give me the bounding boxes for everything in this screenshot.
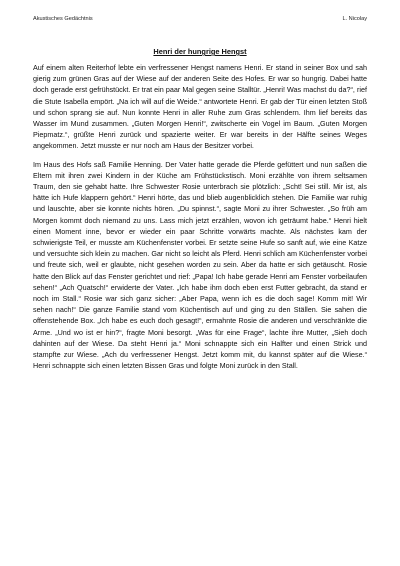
paragraph: Im Haus des Hofs saß Familie Henning. Der Vater hatte gerade die Pferde gefüttert und nun saßen die Eltern mit ihren zwei Kindern in der Küche am Frühstückstisch. Moni erzählte von ihrem seltsamen Traum, den sie gehabt hatte. Ihre Schwester Rosie unterbrach sie plötzlich: „Scht! Sei still. Mir ist, als hätte ich Hufe klappern gehört.“ Henri hörte, das und blieb augenblicklich stehen. Die Familie war ruhig und lauschte, aber sie konnte nichts hören. „Du spinnst.“, sagte Moni zu ihrer Schwester. „So früh am Morgen kommt doch niemand zu uns. Lass mich jetzt erzählen, wovon ich geträumt habe.“ Henri hielt einen Moment inne, bevor er wieder ein paar Schritte vorwärts machte. Als nächstes kam der schwierigste Teil, er musste am Küchenfenster vorbei. Er setzte seine Hufe so sanft auf, wie eine Katze und versuchte sich klein zu machen. Gar nicht so leicht als Pferd. Henri schlich am Küchenfenster vorbei und freute sich, weil er glaubte, nicht gesehen worden zu sein. Aber da hatte er sich getäuscht. Rosie hatte den Blick auf das Fenster gerichtet und rief: „Papa! Ich habe gerade Henri am Fenster vorbeilaufen sehen!“ „Ach Quatsch!“ erwiderte der Vater. „Ich habe ihm doch eben erst Futter gebracht, da stand er noch im Stall.“ Rosie war sich ganz sicher: „Aber Papa, wenn ich es die doch sage! Komm mit! Wir sehen nach!“ Die ganze Familie stand vom Küchentisch auf und ging zu den Ställen. Sie sahen die offenstehende Box. „Ich habe es euch doch gesagt!“, ermahnte Rosie die anderen und verschränkte die Arme. „Und wo ist er hin?“, fragte Moni besorgt. „Was für eine Frage“, lachte ihre Mutter, „Sieh doch dahinten auf der Wiese. Da steht Henri ja.“ Moni schnappte sich ein Halfter und einen Strick und stampfte zur Wiese. „Ach du verfressener Hengst. Jetzt komm mit, du kannst später auf die Wiese.“ Henri schnappte sich einen letzten Bissen Gras und folgte Moni zurück in den Stall.: [33, 159, 367, 371]
header-author: L. Nicolay: [342, 16, 367, 22]
page-header: [33, 16, 367, 22]
story-body: [33, 62, 367, 378]
story-title: Henri der hungrige Hengst: [153, 47, 247, 56]
header-left-title: Akustisches Gedächtnis: [33, 16, 93, 22]
paragraph: Auf einem alten Reiterhof lebte ein verfressener Hengst namens Henri. Er stand in seiner Box und sah gierig zum grünen Gras auf der Wiese auf der anderen Seite des Hofes. Er war so hungrig. Dabei hatte doch gerade erst gefrühstückt. Er trat ein paar Mal gegen seine Stalltür. „Henri! Was machst du da?“, rief die Stute Isabella empört. „Na ich will auf die Weide.“ antwortete Henri. Er gab der Tür einen letzten Stoß und schon sprang sie auf. Nun konnte Henri in aller Ruhe zum Gras schlendern. Ihm lief bereits das Wasser im Mund zusammen. „Guten Morgen Henri!“, zwitscherte ein Vogel im Baum. „Guten Morgen Piepmatz.“, grüßte Henri zurück und spazierte weiter. Er war bereits in der Hälfte seines Weges angekommen. Jetzt musste er nur noch am Haus der Besitzer vorbei.: [33, 63, 367, 151]
